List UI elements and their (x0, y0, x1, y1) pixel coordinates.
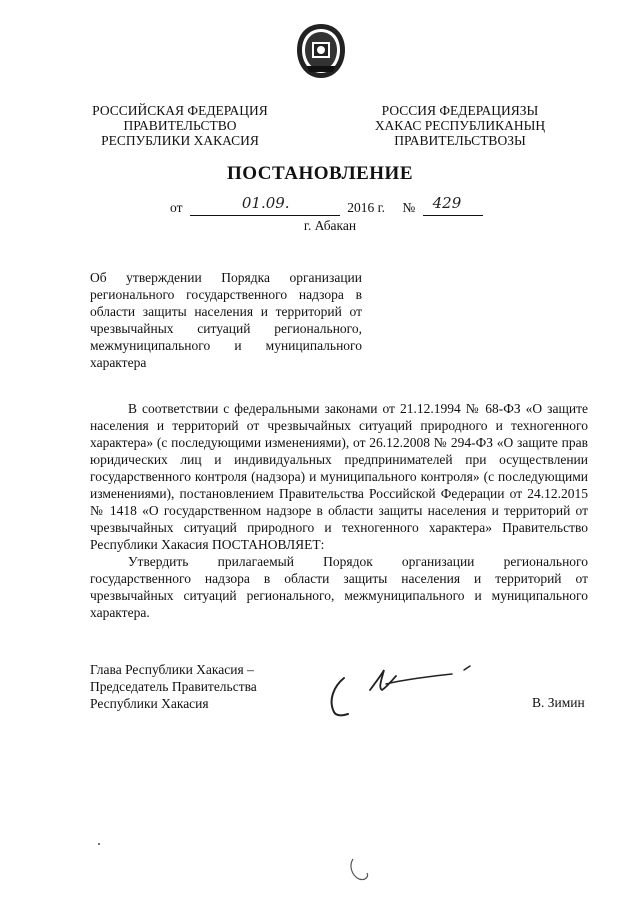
subject-line: чрезвычайных ситуаций регионального, (90, 321, 362, 336)
subject-line: области защиты населения и территорий от (90, 304, 362, 319)
body-paragraph-1: В соответствии с федеральными законами от 21.12.1994 № 68-ФЗ «О защите населения и территорий от чрезвычайных ситуаций природного и техногенного характера» (с последующими изменениями), от 26.12.2008 № 294-ФЗ «О защите прав юридических лиц и индивидуальных предпринимателей при осуществлении государственного контроля (надзора) и муниципального контроля» (с последующими изменениями), постановлением Правительства Российской Федерации от 24.12.2015 № 1418 «О государственном надзоре в области защиты населения и территорий от чрезвычайных ситуаций природного и техногенного характера» Правительство Республики Хакасия ПОСТАНОВЛЯЕТ: (90, 401, 588, 552)
header-left-line: ПРАВИТЕЛЬСТВО (123, 118, 237, 133)
date-prefix: от (170, 200, 183, 215)
number-prefix: № (402, 200, 416, 215)
signatory-position (90, 661, 257, 712)
signatory-line: Председатель Правительства (90, 679, 257, 694)
number-line (423, 194, 483, 216)
stray-mark (98, 843, 100, 845)
header-left-line: РЕСПУБЛИКИ ХАКАСИЯ (101, 133, 259, 148)
header-right-line: ПРАВИТЕЛЬСТВОЗЫ (394, 133, 526, 148)
coat-of-arms-icon (295, 22, 347, 80)
subject-block (90, 269, 362, 371)
signatory-line: Глава Республики Хакасия – (90, 662, 254, 677)
signatory-line: Республики Хакасия (90, 696, 209, 711)
subject-line: регионального государственного надзора в (90, 287, 362, 302)
header-left-block (85, 103, 275, 148)
handwritten-date: 01.09. (241, 194, 290, 212)
year-text: 2016 г. (347, 200, 385, 215)
corner-scribble-icon (345, 855, 375, 885)
body-paragraph-2: Утвердить прилагаемый Порядок организации регионального государственного надзора в области защиты населения и территорий от чрезвычайных ситуаций регионального, межмуниципального и муниципального характера. (90, 554, 588, 620)
handwritten-signature-icon (322, 660, 482, 720)
body-text (90, 400, 588, 621)
date-number-row (170, 194, 483, 216)
header-right-line: ХАКАС РЕСПУБЛИКАНЫҢ (374, 118, 546, 133)
header-right-block (360, 103, 560, 148)
city-text: г. Абакан (303, 218, 357, 233)
subject-line: Об утверждении Порядка организации (90, 270, 362, 285)
handwritten-number: 429 (432, 194, 462, 212)
header-right-line: РОССИЯ ФЕДЕРАЦИЯЗЫ (381, 103, 539, 118)
date-line (190, 194, 340, 216)
subject-line: межмуниципального и муниципального (90, 338, 362, 353)
subject-line: характера (90, 355, 147, 370)
document-title: ПОСТАНОВЛЕНИЕ (226, 163, 414, 184)
signatory-name: В. Зимин (532, 695, 585, 710)
header-left-line: РОССИЙСКАЯ ФЕДЕРАЦИЯ (92, 103, 268, 118)
